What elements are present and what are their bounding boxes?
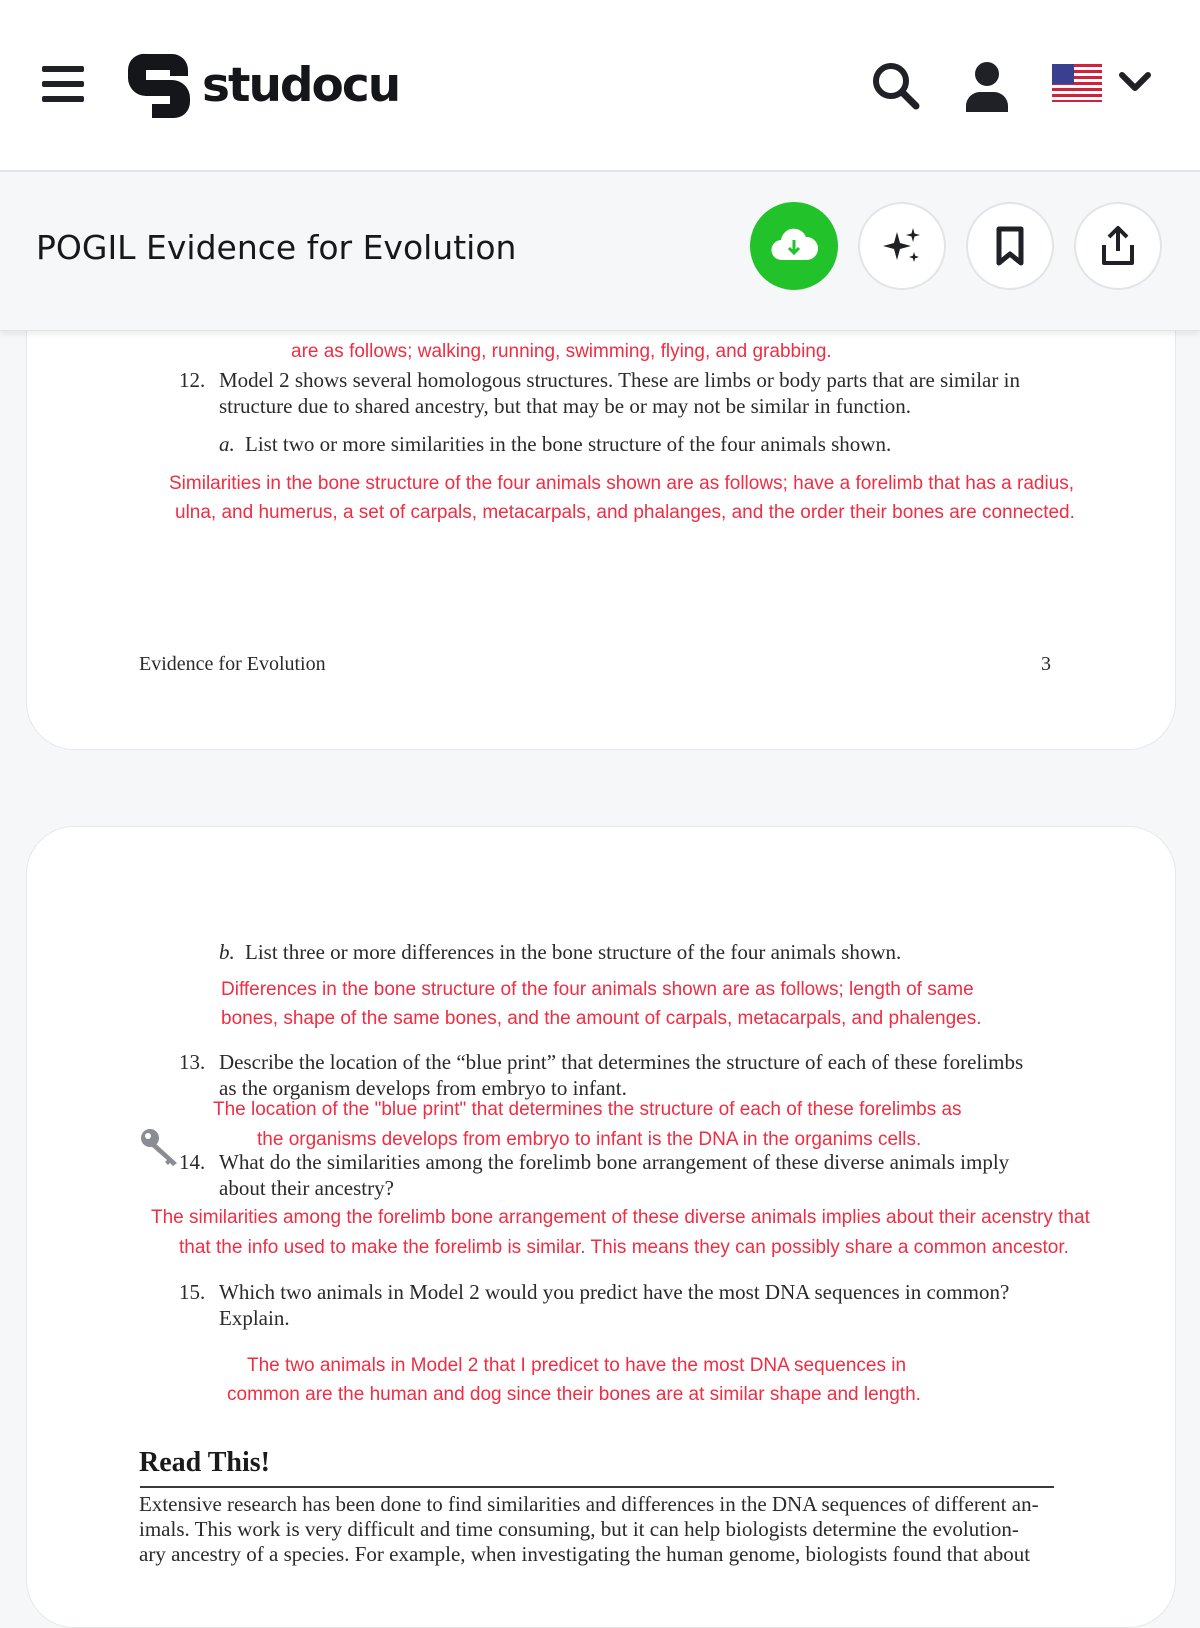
question-15-text: Explain. xyxy=(219,1306,290,1330)
question-14-text: What do the similarities among the forelimb bone arrangement of these diverse animals imply xyxy=(219,1150,1010,1174)
studocu-logo[interactable] xyxy=(126,50,399,120)
answer-13: the organisms develops from embryo to infant is the DNA in the organims cells. xyxy=(257,1129,922,1150)
answer-15: common are the human and dog since their bones are at similar shape and length. xyxy=(227,1384,921,1405)
page-number: 3 xyxy=(1041,653,1051,675)
answer-11-tail: are as follows; walking, running, swimming, flying, and grabbing. xyxy=(291,341,832,362)
document-page-4 xyxy=(26,826,1176,1628)
share-icon xyxy=(1098,225,1138,267)
document-page-3 xyxy=(26,260,1176,750)
question-13-text: as the organism develops from embryo to infant. xyxy=(219,1076,627,1100)
answer-12b: bones, shape of the same bones, and the amount of carpals, metacarpals, and phalenges. xyxy=(221,1008,982,1029)
answer-14: The similarities among the forelimb bone arrangement of these diverse animals implies about their acenstry that xyxy=(151,1207,1090,1228)
ai-sparkle-icon xyxy=(882,226,922,266)
question-12a-text: List two or more similarities in the bone structure of the four animals shown. xyxy=(245,432,892,456)
logo-text: studocu xyxy=(202,57,400,113)
share-button[interactable] xyxy=(1074,202,1162,290)
us-flag-icon[interactable] xyxy=(1052,64,1102,102)
download-icon xyxy=(770,228,818,264)
question-12-text: structure due to shared ancestry, but that may be or may not be similar in function. xyxy=(219,394,912,418)
bookmark-button[interactable] xyxy=(966,202,1054,290)
question-12-text: Model 2 shows several homologous structures. These are limbs or body parts that are similar in xyxy=(219,368,1020,392)
answer-12b: Differences in the bone structure of the four animals shown are as follows; length of same xyxy=(221,979,974,1000)
answer-12a: Similarities in the bone structure of the four animals shown are as follows; have a forelimb that has a radius, xyxy=(169,473,1075,494)
search-icon[interactable] xyxy=(870,60,922,112)
page-footer-title: Evidence for Evolution xyxy=(139,653,326,675)
read-this-paragraph: Extensive research has been done to find similarities and differences in the DNA sequences of different an- xyxy=(139,1492,1039,1516)
menu-icon[interactable] xyxy=(42,66,86,104)
document-title: POGIL Evidence for Evolution xyxy=(36,228,517,267)
question-14-text: about their ancestry? xyxy=(219,1176,394,1200)
heading-rule xyxy=(140,1486,1054,1488)
question-number: 15. xyxy=(179,1280,206,1304)
read-this-heading: Read This! xyxy=(139,1447,270,1478)
chevron-down-icon[interactable] xyxy=(1118,70,1152,94)
answer-15: The two animals in Model 2 that I predicet to have the most DNA sequences in xyxy=(247,1355,907,1376)
sub-question-letter: b. xyxy=(219,940,235,964)
question-13-text: Describe the location of the “blue print” that determines the structure of each of these forelimbs xyxy=(219,1050,1024,1074)
question-15-text: Which two animals in Model 2 would you predict have the most DNA sequences in common? xyxy=(219,1280,1010,1304)
user-icon[interactable] xyxy=(964,60,1010,114)
download-button[interactable] xyxy=(750,202,838,290)
question-12b-text: List three or more differences in the bone structure of the four animals shown. xyxy=(245,940,902,964)
read-this-paragraph: ary ancestry of a species. For example, when investigating the human genome, biologists found that about xyxy=(139,1542,1031,1566)
question-number: 14. xyxy=(179,1150,206,1174)
bookmark-icon xyxy=(995,226,1025,266)
answer-14: that the info used to make the forelimb is similar. This means they can possibly share a common ancestor. xyxy=(179,1237,1069,1258)
read-this-paragraph: imals. This work is very difficult and time consuming, but it can help biologists determine the evolution- xyxy=(139,1517,1019,1541)
sub-question-letter: a. xyxy=(219,432,235,456)
key-icon xyxy=(139,1127,181,1167)
top-header xyxy=(0,0,1200,172)
document-title-bar xyxy=(0,172,1200,331)
question-number: 13. xyxy=(179,1050,206,1074)
studocu-logo-mark-icon xyxy=(126,50,196,120)
answer-12a: ulna, and humerus, a set of carpals, metacarpals, and phalanges, and the order their bones are connected. xyxy=(175,502,1075,523)
question-number: 12. xyxy=(179,368,206,392)
answer-13: The location of the "blue print" that determines the structure of each of these forelimbs as xyxy=(213,1099,962,1120)
ai-assistant-button[interactable] xyxy=(858,202,946,290)
